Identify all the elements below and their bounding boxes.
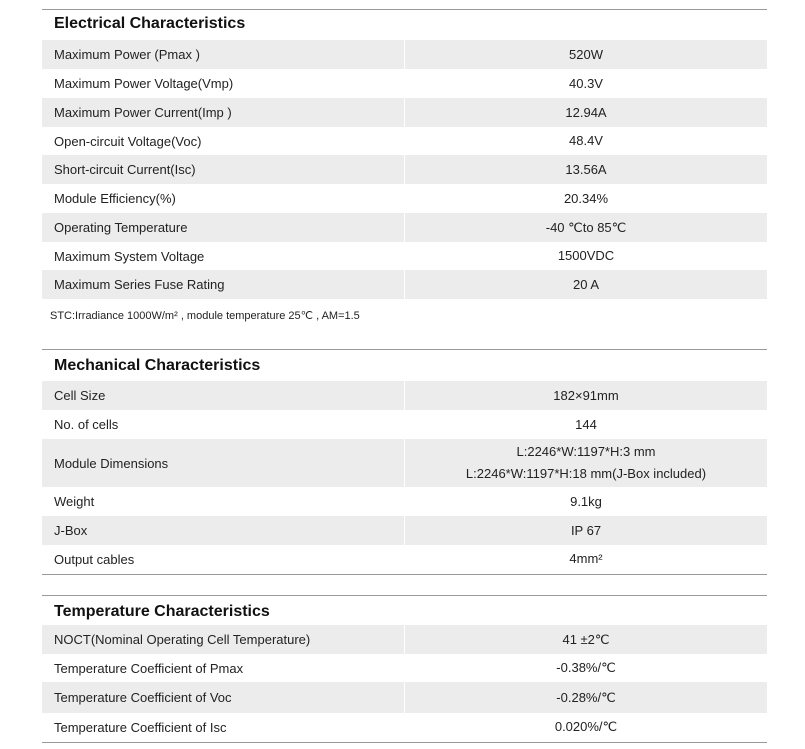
- row-label: Maximum Power (Pmax ): [42, 40, 405, 69]
- row-label: Cell Size: [42, 381, 405, 410]
- row-value: [405, 441, 767, 485]
- dimension-line-1: L:2246*W:1197*H:3 mm: [516, 444, 656, 459]
- row-label: Short-circuit Current(Isc): [42, 155, 405, 184]
- row-value: 182×91mm: [553, 387, 619, 403]
- row-label: Maximum System Voltage: [54, 248, 205, 264]
- table-row: [42, 98, 767, 127]
- row-value: 41 ±2℃: [562, 631, 610, 647]
- row-value: -0.38%/℃: [556, 660, 616, 675]
- table-row: [42, 40, 767, 69]
- row-value: -0.28%/℃: [556, 689, 616, 705]
- row-label: Temperature Coefficient of Isc: [54, 719, 227, 735]
- table-row: [42, 654, 767, 682]
- row-value: 0.020%/℃: [554, 719, 618, 734]
- row-value: 20 A: [572, 276, 600, 292]
- table-row: [42, 713, 767, 741]
- row-label: Operating Temperature: [42, 213, 405, 242]
- electrical-section: [42, 0, 767, 330]
- row-value: 40.3V: [569, 75, 603, 91]
- row-label: Module Efficiency(%): [54, 191, 176, 206]
- row-label: Weight: [54, 494, 95, 509]
- row-label: Maximum Series Fuse Rating: [42, 270, 405, 299]
- temperature-section: [42, 595, 767, 745]
- row-label: Module Dimensions: [42, 439, 405, 487]
- table-row: [42, 270, 767, 299]
- row-label: Maximum Power Current(Imp ): [42, 98, 405, 127]
- stc-note: STC:Irradiance 1000W/m² , module temperature 25℃ , AM=1.5: [50, 310, 360, 322]
- row-value: 48.4V: [569, 133, 603, 148]
- row-label: NOCT(Nominal Operating Cell Temperature): [42, 625, 405, 654]
- divider: [42, 574, 767, 575]
- table-row: [42, 682, 767, 713]
- row-value: 9.1kg: [570, 493, 602, 509]
- dimension-line-2: L:2246*W:1197*H:18 mm(J-Box included): [465, 466, 707, 481]
- row-label: Output cables: [54, 551, 135, 567]
- section-title: Electrical Characteristics: [54, 15, 246, 32]
- row-value: 12.94A: [565, 104, 607, 120]
- table-row: [42, 69, 767, 98]
- row-label: No. of cells: [54, 417, 119, 432]
- row-value: 20.34%: [563, 190, 609, 206]
- row-value: IP 67: [570, 522, 602, 538]
- table-row: [42, 410, 767, 439]
- row-value: 1500VDC: [557, 248, 615, 263]
- row-label: Temperature Coefficient of Voc: [42, 682, 405, 713]
- table-row: [42, 381, 767, 410]
- row-label: Temperature Coefficient of Pmax: [54, 660, 244, 676]
- row-value: 4mm²: [569, 551, 603, 566]
- row-value: 520W: [569, 46, 603, 62]
- table-row: [42, 545, 767, 573]
- row-label: Open-circuit Voltage(Voc): [54, 133, 202, 149]
- divider: [42, 9, 767, 10]
- row-label: Maximum Power Voltage(Vmp): [54, 76, 234, 91]
- divider: [42, 349, 767, 350]
- table-row: [42, 155, 767, 184]
- table-row: [42, 127, 767, 155]
- table-row: [42, 516, 767, 545]
- table-row: [42, 213, 767, 242]
- table-row: [42, 184, 767, 213]
- divider: [42, 595, 767, 596]
- table-row: [42, 487, 767, 516]
- row-value: -40 ℃to 85℃: [545, 219, 627, 235]
- section-title: Mechanical Characteristics: [54, 357, 261, 374]
- divider: [42, 742, 767, 743]
- row-value: 13.56A: [565, 161, 607, 177]
- row-label: J-Box: [42, 516, 405, 545]
- section-title: Temperature Characteristics: [54, 603, 270, 620]
- mechanical-section: [42, 349, 767, 577]
- table-row: [42, 625, 767, 654]
- table-row: [42, 242, 767, 270]
- row-value: 144: [575, 416, 597, 432]
- table-row: [42, 439, 767, 487]
